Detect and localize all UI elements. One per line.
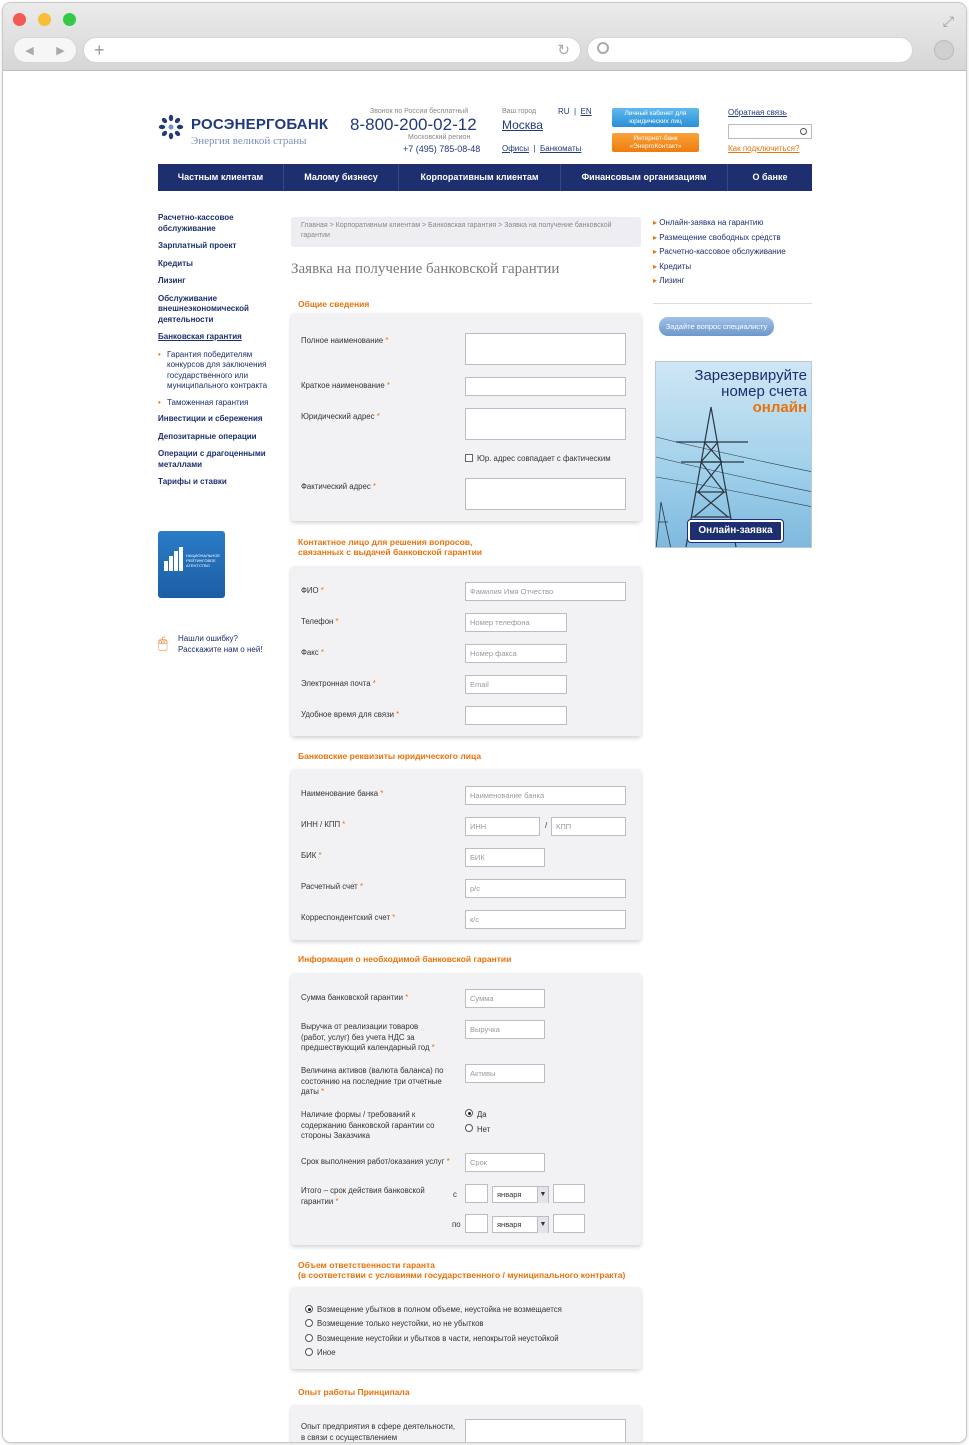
section-title-liability: Объем ответственности гаранта (в соответствии с условиями государственного / муниципального контракта) bbox=[298, 1260, 626, 1280]
how-to-connect-link[interactable]: Как подключиться? bbox=[728, 144, 800, 153]
fax-label: Факс * bbox=[301, 648, 324, 657]
page-title: Заявка на получение банковской гарантии bbox=[291, 261, 560, 277]
offices-link[interactable]: Офисы bbox=[502, 144, 530, 153]
validity-to-label: по bbox=[452, 1220, 461, 1229]
logo-name: РОСЭНЕРГОБАНК bbox=[191, 116, 329, 133]
fio-label: ФИО * bbox=[301, 586, 324, 595]
section-title-general: Общие сведения bbox=[298, 299, 370, 309]
related-links bbox=[653, 216, 786, 289]
browser-window bbox=[3, 3, 966, 1442]
term-label: Срок выполнения работ/оказания услуг * bbox=[301, 1157, 450, 1166]
sidebar-item-bank-guarantee[interactable]: Банковская гарантия bbox=[158, 332, 242, 341]
to-month-select[interactable]: января ▼ bbox=[492, 1216, 549, 1233]
nav-small-business[interactable]: Малому бизнесу bbox=[284, 164, 399, 191]
section-title-guarantee: Информация о необходимой банковской гарантии bbox=[298, 954, 512, 964]
short-name-label: Краткое наименование * bbox=[301, 381, 390, 390]
promo-banner[interactable] bbox=[655, 361, 812, 548]
legal-address-input[interactable] bbox=[465, 408, 626, 440]
phone-caption: Звонок по России бесплатный bbox=[370, 108, 469, 115]
internet-bank-button[interactable]: Интернет-банк «ЭнергоКонтакт» bbox=[612, 133, 699, 152]
lang-en[interactable]: EN bbox=[580, 107, 592, 116]
nav-corporate-clients[interactable]: Корпоративным клиентам bbox=[399, 164, 561, 191]
liability-option-radio[interactable] bbox=[305, 1319, 313, 1327]
back-icon[interactable]: ◀ bbox=[25, 44, 34, 57]
liability-option-radio[interactable] bbox=[305, 1348, 313, 1356]
logo-slogan: Энергия великой страны bbox=[191, 135, 307, 147]
validity-from-label: с bbox=[453, 1190, 457, 1199]
corr-account-input[interactable]: к/с bbox=[465, 910, 626, 929]
to-year-input[interactable] bbox=[553, 1214, 585, 1233]
contact-time-label: Удобное время для связи * bbox=[301, 710, 400, 719]
links-separator: | bbox=[533, 144, 536, 153]
guarantee-panel bbox=[291, 973, 641, 1245]
hotline-phone: 8-800-200-02-12 bbox=[350, 115, 477, 134]
revenue-input[interactable]: Выручка bbox=[465, 1020, 545, 1039]
address-bar[interactable] bbox=[83, 37, 581, 63]
phone-label: Телефон * bbox=[301, 617, 339, 626]
rating-bars-icon bbox=[164, 547, 184, 571]
phone-input[interactable]: Номер телефона bbox=[465, 613, 567, 632]
kpp-input[interactable]: КПП bbox=[551, 817, 626, 836]
maximize-window-button[interactable] bbox=[63, 13, 76, 26]
city-caption: Ваш город bbox=[502, 108, 537, 115]
lang-ru[interactable]: RU bbox=[558, 107, 570, 116]
from-year-input[interactable] bbox=[553, 1184, 585, 1203]
form-req-no-label: Нет bbox=[477, 1125, 491, 1134]
term-input[interactable]: Срок bbox=[465, 1153, 545, 1172]
search-icon bbox=[597, 42, 609, 54]
related-link-credits[interactable]: ▸ Кредиты bbox=[653, 260, 786, 275]
sidebar-item-credits[interactable]: Кредиты bbox=[158, 258, 193, 268]
sidebar-item-foreign-trade[interactable]: Обслуживание внешнеэкономической деятельности bbox=[158, 293, 249, 324]
full-name-input[interactable] bbox=[465, 333, 626, 365]
experience-panel bbox=[291, 1405, 641, 1442]
sidebar-item-depositary[interactable]: Депозитарные операции bbox=[158, 431, 257, 441]
forward-icon[interactable]: ▶ bbox=[56, 44, 65, 57]
to-day-input[interactable] bbox=[465, 1214, 488, 1233]
site-search-input[interactable] bbox=[728, 124, 812, 139]
sum-input[interactable]: Сумма bbox=[465, 989, 545, 1008]
corr-account-label: Корреспондентский счет * bbox=[301, 913, 396, 922]
browser-search-field[interactable] bbox=[587, 37, 913, 63]
atms-link[interactable]: Банкоматы bbox=[540, 144, 582, 153]
sidebar-item-salary-project[interactable]: Зарплатный проект bbox=[158, 241, 237, 250]
section-title-contact: Контактное лицо для решения вопросов, связанных с выдачей банковской гарантии bbox=[298, 537, 483, 557]
fullscreen-icon[interactable]: ⤢ bbox=[942, 13, 954, 29]
liability-option-radio[interactable] bbox=[305, 1334, 313, 1342]
related-link-cash-services[interactable]: ▸ Расчетно-кассовое обслуживание bbox=[653, 245, 786, 260]
region-caption: Московский регион bbox=[408, 134, 471, 141]
lang-separator: | bbox=[574, 107, 577, 116]
sidebar-subitem-tender-guarantee[interactable]: • Гарантия победителям конкурсов для заключения государственного или муниципального контракта bbox=[158, 350, 273, 392]
form-req-yes-radio[interactable] bbox=[465, 1109, 473, 1117]
bik-input[interactable]: БИК bbox=[465, 848, 545, 867]
rating-agency-text: НАЦИОНАЛЬНОЕ РЕЙТИНГОВОЕ АГЕНТСТВО bbox=[186, 553, 221, 568]
breadcrumb[interactable]: Главная > Корпоративным клиентам > Банковская гарантия > Заявка на получение банковской гарантии bbox=[291, 217, 641, 247]
form-requirements-label: Наличие формы / требований к содержанию банковской гарантии со стороны Заказчика bbox=[301, 1110, 435, 1140]
full-name-label: Полное наименование * bbox=[301, 336, 389, 345]
nav-financial-orgs[interactable]: Финансовым организациям bbox=[561, 164, 728, 191]
sum-label: Сумма банковской гарантии * bbox=[301, 993, 409, 1002]
feedback-link[interactable]: Обратная связь bbox=[728, 108, 787, 117]
sidebar-subitem-customs-guarantee[interactable]: • Таможенная гарантия bbox=[158, 398, 273, 409]
search-icon[interactable] bbox=[800, 128, 807, 135]
bank-name-input[interactable]: Наименование банка bbox=[465, 786, 626, 805]
sidebar-menu bbox=[158, 213, 273, 495]
bik-label: БИК * bbox=[301, 851, 322, 860]
main-navigation bbox=[158, 164, 812, 191]
inn-input[interactable]: ИНН bbox=[465, 817, 540, 836]
region-phone: +7 (495) 785-08-48 bbox=[403, 144, 481, 154]
corporate-cabinet-button[interactable]: Личный кабинет для юридических лиц bbox=[612, 108, 699, 127]
city-selector[interactable]: Москва bbox=[502, 118, 543, 132]
related-link-deposits[interactable]: ▸ Размещение свободных средств bbox=[653, 231, 786, 246]
sidebar-item-precious-metals[interactable]: Операции с драгоценными металлами bbox=[158, 449, 266, 469]
validity-label: Итого – срок действия банковской гарантии * bbox=[301, 1186, 425, 1206]
form-req-no-radio[interactable] bbox=[465, 1124, 473, 1132]
experience-label: Опыт предприятия в сфере деятельности, в связи с осуществлением bbox=[301, 1422, 456, 1442]
bank-name-label: Наименование банка * bbox=[301, 789, 384, 798]
history-nav bbox=[13, 37, 77, 63]
email-input[interactable]: Email bbox=[465, 675, 567, 694]
form-req-yes-label: Да bbox=[477, 1110, 487, 1119]
short-name-input[interactable] bbox=[465, 377, 626, 396]
from-day-input[interactable] bbox=[465, 1184, 488, 1203]
sidebar-item-leasing[interactable]: Лизинг bbox=[158, 276, 186, 285]
logo-flower-icon bbox=[158, 114, 184, 140]
liability-option-radio[interactable] bbox=[305, 1305, 313, 1313]
nav-about-bank[interactable]: О банке bbox=[752, 172, 788, 182]
inn-kpp-separator: / bbox=[545, 821, 548, 830]
sidebar-item-cash-services[interactable]: Расчетно-кассовое обслуживание bbox=[158, 213, 234, 233]
section-title-bank: Банковские реквизиты юридического лица bbox=[298, 751, 482, 761]
fio-input[interactable]: Фамилия Имя Отчество bbox=[465, 582, 626, 601]
web-page bbox=[3, 72, 966, 1442]
actual-address-input[interactable] bbox=[465, 478, 626, 510]
general-info-panel bbox=[291, 313, 641, 521]
header-links bbox=[502, 144, 581, 153]
language-switcher bbox=[558, 107, 592, 116]
related-link-online-application[interactable]: ▸ Онлайн-заявка на гарантию bbox=[653, 216, 786, 231]
liability-panel bbox=[291, 1287, 641, 1369]
related-link-leasing[interactable]: ▸ Лизинг bbox=[653, 274, 786, 289]
email-label: Электронная почта * bbox=[301, 679, 376, 688]
liability-option-label: Возмещение только неустойки, но не убытков bbox=[317, 1319, 484, 1328]
banner-headline: Зарезервируйте номер счета онлайн bbox=[694, 367, 807, 416]
contact-panel bbox=[291, 566, 641, 736]
rating-agency-badge[interactable] bbox=[158, 531, 225, 598]
ask-specialist-button[interactable]: Задайте вопрос специалисту bbox=[659, 317, 774, 336]
assets-label: Величина активов (валюта баланса) по состоянию на последние три отчетные даты * bbox=[301, 1066, 444, 1096]
liability-option-label: Иное bbox=[317, 1348, 336, 1357]
from-month-select[interactable]: января ▼ bbox=[492, 1186, 549, 1203]
chevron-down-icon: ▼ bbox=[537, 1217, 548, 1233]
online-application-button[interactable]: Онлайн-заявка bbox=[688, 520, 783, 542]
fax-input[interactable]: Номер факса bbox=[465, 644, 567, 663]
reload-icon[interactable]: ↻ bbox=[557, 42, 570, 59]
close-window-button[interactable] bbox=[13, 13, 26, 26]
browser-toolbar bbox=[3, 3, 966, 71]
extension-icon[interactable] bbox=[934, 40, 954, 60]
sidebar-item-tariffs[interactable]: Тарифы и ставки bbox=[158, 477, 227, 486]
account-input[interactable]: р/с bbox=[465, 879, 626, 898]
inn-kpp-label: ИНН / КПП * bbox=[301, 820, 346, 829]
same-address-checkbox[interactable] bbox=[465, 454, 473, 462]
liability-option-label: Возмещение неустойки и убытков в части, непокрытой неустойкой bbox=[317, 1334, 559, 1343]
actual-address-label: Фактический адрес * bbox=[301, 482, 376, 491]
assets-input[interactable]: Активы bbox=[465, 1064, 545, 1083]
experience-input[interactable] bbox=[465, 1419, 626, 1442]
nav-private-clients[interactable]: Частным клиентам bbox=[158, 164, 284, 191]
sidebar-item-investments[interactable]: Инвестиции и сбережения bbox=[158, 414, 263, 423]
report-error-text: Нашли ошибку? Расскажите нам о ней! bbox=[178, 634, 263, 654]
same-address-label: Юр. адрес совпадает с фактическим bbox=[477, 454, 611, 463]
revenue-label: Выручка от реализации товаров (работ, услуг) без учета НДС за предшествующий календарный год * bbox=[301, 1022, 435, 1052]
bank-details-panel bbox=[291, 769, 641, 940]
new-tab-icon[interactable]: + bbox=[94, 40, 105, 60]
account-label: Расчетный счет * bbox=[301, 882, 363, 891]
minimize-window-button[interactable] bbox=[38, 13, 51, 26]
mouse-icon: 🖱 bbox=[158, 635, 168, 652]
contact-time-input[interactable] bbox=[465, 706, 567, 725]
chevron-down-icon: ▼ bbox=[537, 1187, 548, 1203]
legal-address-label: Юридический адрес * bbox=[301, 412, 380, 421]
section-title-experience: Опыт работы Принципала bbox=[298, 1387, 410, 1397]
liability-option-label: Возмещение убытков в полном объеме, неустойка не возмещается bbox=[317, 1305, 562, 1314]
divider bbox=[653, 303, 812, 304]
